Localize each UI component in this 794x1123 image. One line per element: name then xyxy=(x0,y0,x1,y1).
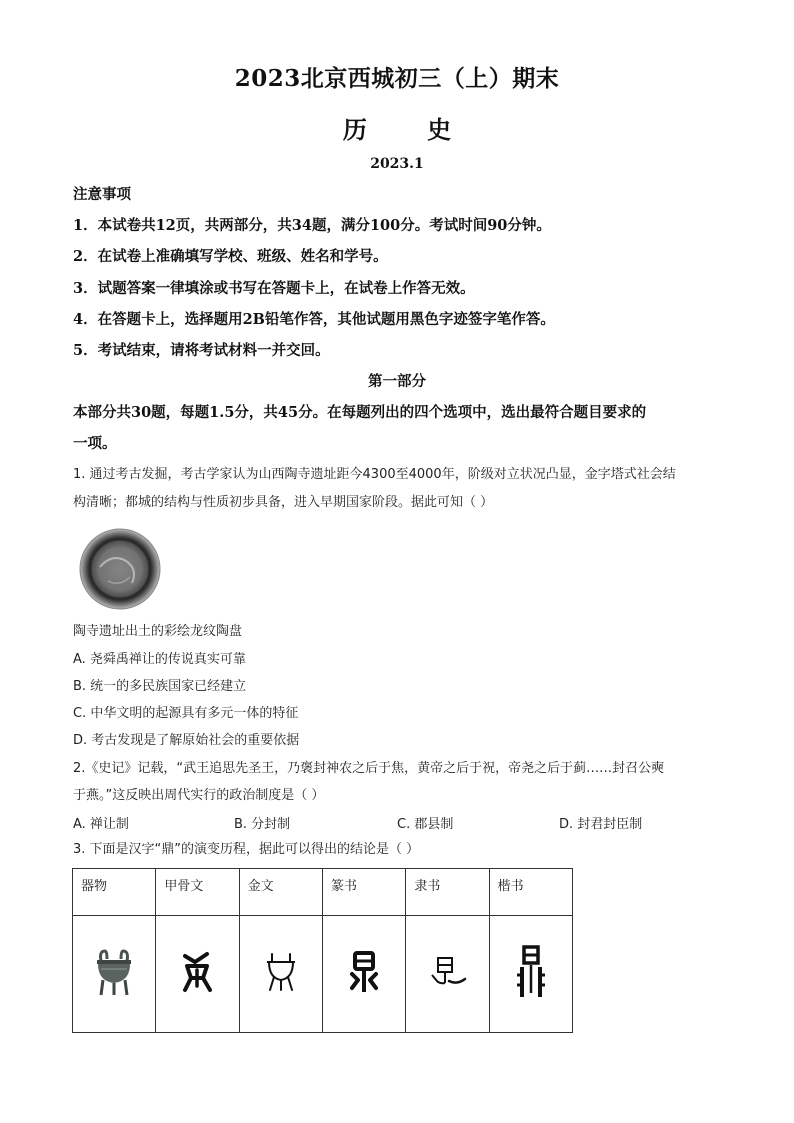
q1-stem: 1. 通过考古发掘，考古学家认为山西陶寺遗址距今4300至4000年，阶级对立状况凸显，金字塔式社会结 xyxy=(73,467,676,482)
clerical-script-ding-icon xyxy=(427,955,467,993)
part1-heading: 第一部分 xyxy=(368,373,426,390)
table-cell xyxy=(73,916,156,1033)
table-header-cell: 金文 xyxy=(239,869,322,916)
notice-heading: 注意事项 xyxy=(73,186,131,203)
table-header-cell: 器物 xyxy=(73,869,156,916)
q2-stem: 2.《史记》记载，“武王追思先圣王，乃褒封神农之后于焦，黄帝之后于祝，帝尧之后于蓟……封召公奭 xyxy=(73,761,665,776)
q2-option-c: C. 郡县制 xyxy=(397,817,454,832)
table-glyph-row xyxy=(73,916,573,1033)
exam-date: 2023.1 xyxy=(370,156,424,172)
painted-pottery-plate-icon xyxy=(78,527,162,611)
notice-item: 3．试题答案一律填涂或书写在答题卡上，在试卷上作答无效。 xyxy=(73,280,475,297)
ding-evolution-table xyxy=(72,868,573,1033)
table-cell xyxy=(322,916,405,1033)
q2-option-d: D. 封君封臣制 xyxy=(559,817,643,832)
regular-script-ding-icon xyxy=(514,943,548,1005)
table-header-row xyxy=(73,869,573,916)
exam-subject: 历 史 xyxy=(342,115,478,144)
q3-stem: 3. 下面是汉字“鼎”的演变历程，据此可以得出的结论是（ ） xyxy=(73,842,420,857)
q1-option-d: D. 考古发现是了解原始社会的重要依据 xyxy=(73,733,300,748)
q1-image-caption: 陶寺遗址出土的彩绘龙纹陶盘 xyxy=(73,624,243,639)
bronze-ding-vessel-icon xyxy=(92,947,136,1001)
q1-stem: 构清晰；都城的结构与性质初步具备，进入早期国家阶段。据此可知（ ） xyxy=(73,495,494,510)
table-header-cell: 隶书 xyxy=(406,869,489,916)
table-header-cell: 楷书 xyxy=(489,869,572,916)
table-cell xyxy=(406,916,489,1033)
table-header-cell: 篆书 xyxy=(322,869,405,916)
q1-option-a: A. 尧舜禹禅让的传说真实可靠 xyxy=(73,652,246,667)
notice-item: 1．本试卷共12页，共两部分，共34题，满分100分。考试时间90分钟。 xyxy=(73,217,551,234)
part1-intro: 一项。 xyxy=(73,435,117,452)
q2-stem: 于燕。”这反映出周代实行的政治制度是（ ） xyxy=(73,788,325,803)
bronze-inscription-ding-icon xyxy=(263,950,299,998)
notice-item: 5．考试结束，请将考试材料一并交回。 xyxy=(73,342,330,359)
table-cell xyxy=(489,916,572,1033)
seal-script-ding-icon xyxy=(348,950,380,998)
q2-option-a: A. 禅让制 xyxy=(73,817,129,832)
oracle-bone-ding-icon xyxy=(179,950,215,998)
q1-option-b: B. 统一的多民族国家已经建立 xyxy=(73,679,247,694)
notice-item: 2．在试卷上准确填写学校、班级、姓名和学号。 xyxy=(73,248,388,265)
table-cell xyxy=(156,916,239,1033)
table-cell xyxy=(239,916,322,1033)
table-header-cell: 甲骨文 xyxy=(156,869,239,916)
notice-item: 4．在答题卡上，选择题用2B铅笔作答，其他试题用黑色字迹签字笔作答。 xyxy=(73,311,555,328)
q2-option-b: B. 分封制 xyxy=(234,817,291,832)
exam-title: 2023北京西城初三（上）期末 xyxy=(234,65,560,92)
part1-intro: 本部分共30题，每题1.5分，共45分。在每题列出的四个选项中，选出最符合题目要求的 xyxy=(73,404,647,421)
q1-option-c: C. 中华文明的起源具有多元一体的特征 xyxy=(73,706,299,721)
